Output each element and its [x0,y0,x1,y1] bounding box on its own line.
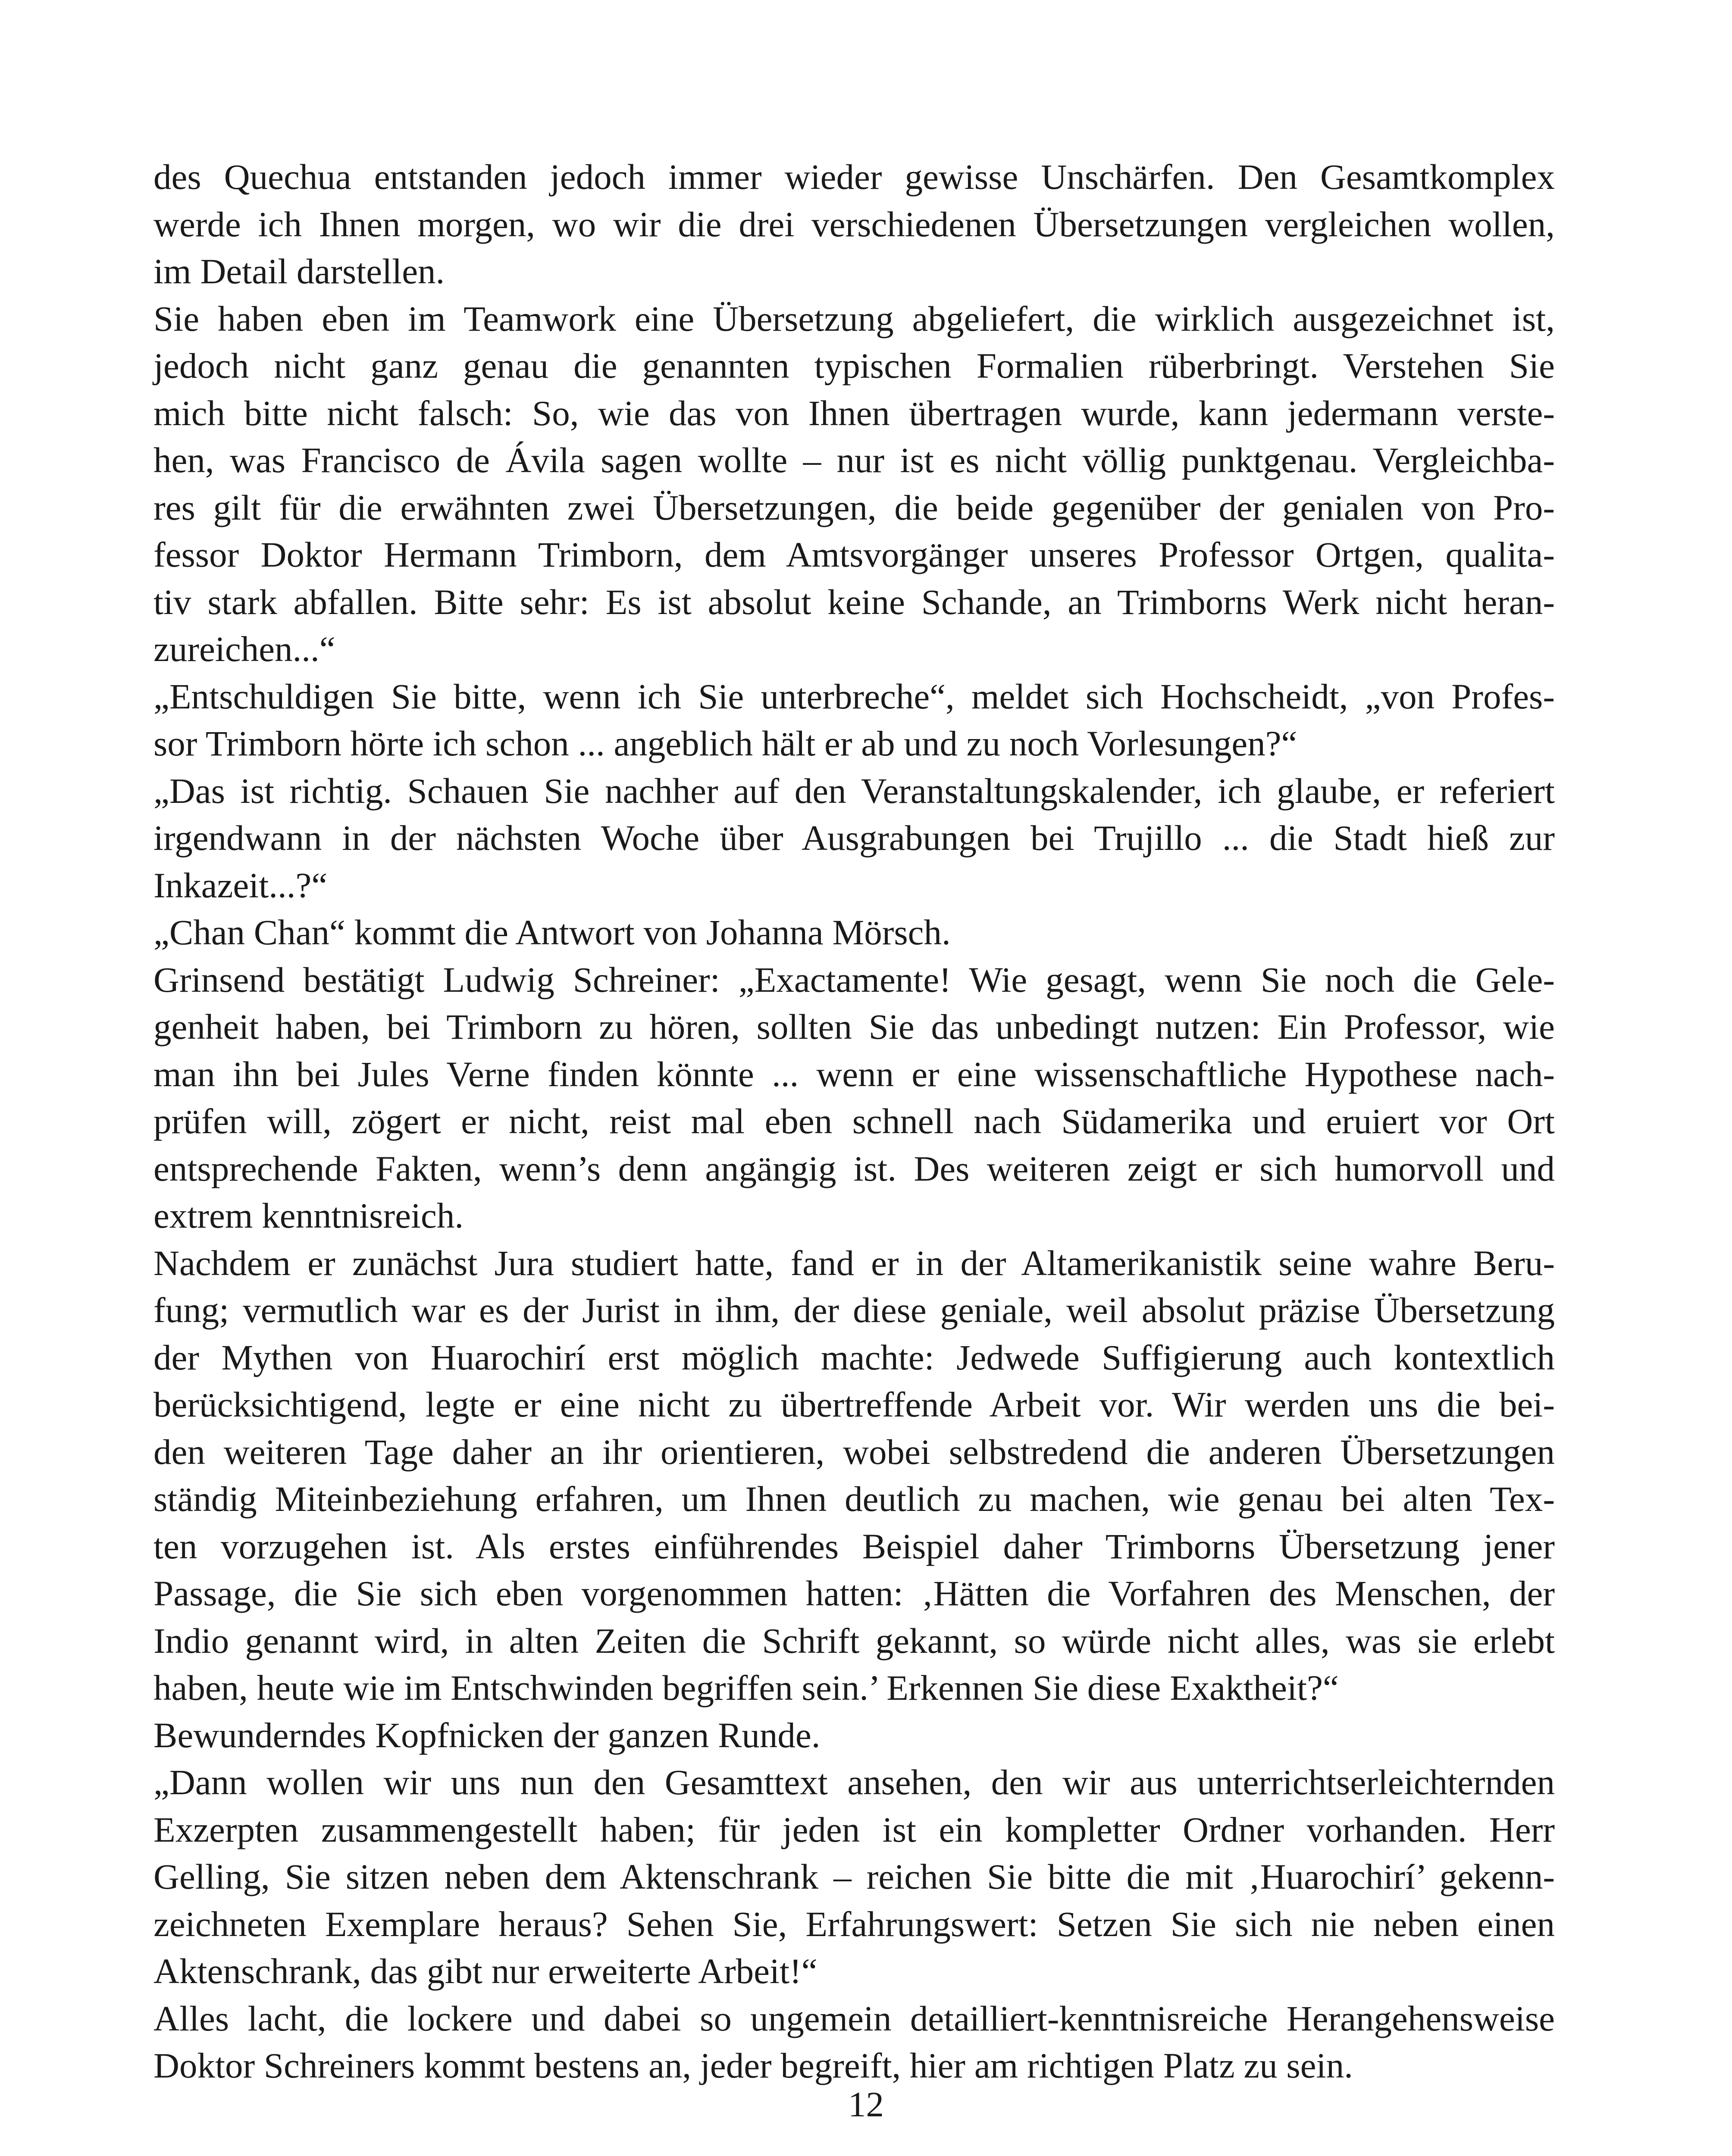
text-line: haben, heute wie im Entschwinden begriffen sein.’ Erkennen Sie diese Exaktheit?“ [153,1668,1339,1708]
text-line: genheit haben, bei Trimborn zu hören, sollten Sie das unbedingt nutzen: Ein Professor, wie [153,1007,1555,1047]
text-line: zureichen...“ [153,629,335,669]
text-line: zeichneten Exemplare heraus? Sehen Sie, Erfahrungswert: Setzen Sie sich nie neben einen [153,1904,1555,1944]
text-line: Grinsend bestätigt Ludwig Schreiner: „Exactamente! Wie gesagt, wenn Sie noch die Gele- [153,959,1555,1000]
text-line: sor Trimborn hörte ich schon ... angeblich hält er ab und zu noch Vorlesungen?“ [153,724,1297,763]
text-line: Passage, die Sie sich eben vorgenommen hatten: ‚Hätten die Vorfahren des Menschen, der [153,1573,1555,1613]
text-line: Aktenschrank, das gibt nur erweiterte Arbeit!“ [153,1951,817,1991]
text-line: Doktor Schreiners kommt bestens an, jeder begreift, hier am richtigen Platz zu sein. [153,2046,1353,2085]
text-line: Nachdem er zunächst Jura studiert hatte, fand er in der Altamerikanistik seine wahre Beru- [153,1243,1555,1283]
text-line: fessor Doktor Hermann Trimborn, dem Amtsvorgänger unseres Professor Ortgen, qualita- [153,535,1555,574]
text-line: prüfen will, zögert er nicht, reist mal eben schnell nach Südamerika und eruiert vor Ort [153,1101,1555,1141]
text-line: „Das ist richtig. Schauen Sie nachher auf den Veranstaltungskalender, ich glaube, er referiert [153,771,1555,811]
text-line: hen, was Francisco de Ávila sagen wollte – nur ist es nicht völlig punktgenau. Vergleichba- [153,440,1555,480]
text-line: res gilt für die erwähnten zwei Übersetzungen, die beide gegenüber der genialen von Pro- [153,487,1555,527]
text-line: „Dann wollen wir uns nun den Gesamttext ansehen, den wir aus unterrichtserleichternden [153,1762,1555,1802]
text-line: werde ich Ihnen morgen, wo wir die drei verschiedenen Übersetzungen vergleichen wollen, [153,204,1555,244]
text-line: entsprechende Fakten, wenn’s denn angängig ist. Des weiteren zeigt er sich humorvoll und [153,1148,1555,1188]
text-line: mich bitte nicht falsch: So, wie das von Ihnen übertragen wurde, kann jedermann verste- [153,393,1555,433]
text-line: Sie haben eben im Teamwork eine Übersetzung abgeliefert, die wirklich ausgezeichnet ist, [153,298,1555,338]
text-line: ständig Miteinbeziehung erfahren, um Ihnen deutlich zu machen, wie genau bei alten Tex- [153,1479,1555,1519]
text-line: Inkazeit...?“ [153,865,328,905]
text-line: des Quechua entstanden jedoch immer wieder gewisse Unschärfen. Den Gesamtkomplex [153,157,1555,197]
text-line: tiv stark abfallen. Bitte sehr: Es ist absolut keine Schande, an Trimborns Werk nicht heran- [153,582,1555,622]
text-line: Bewunderndes Kopfnicken der ganzen Runde. [153,1715,821,1755]
text-line: ten vorzugehen ist. Als erstes einführendes Beispiel daher Trimborns Übersetzung jener [153,1526,1555,1566]
text-line: „Chan Chan“ kommt die Antwort von Johanna Mörsch. [153,912,951,952]
text-line: berücksichtigend, legte er eine nicht zu übertreffende Arbeit vor. Wir werden uns die bei- [153,1385,1555,1424]
text-line: Alles lacht, die lockere und dabei so ungemein detailliert-kenntnisreiche Herangehensweise [153,1998,1555,2038]
text-line: der Mythen von Huarochirí erst möglich machte: Jedwede Suffigierung auch kontextlich [153,1337,1555,1377]
text-line: den weiteren Tage daher an ihr orientieren, wobei selbstredend die anderen Übersetzungen [153,1432,1555,1472]
text-line: irgendwann in der nächsten Woche über Ausgrabungen bei Trujillo ... die Stadt hieß zur [153,818,1555,858]
text-line: Indio genannt wird, in alten Zeiten die Schrift gekannt, so würde nicht alles, was sie erlebt [153,1620,1555,1661]
text-line: Exzerpten zusammengestellt haben; für jeden ist ein kompletter Ordner vorhanden. Herr [153,1809,1555,1849]
text-line: jedoch nicht ganz genau die genannten typischen Formalien rüberbringt. Verstehen Sie [153,346,1555,385]
page-body [153,154,1555,2090]
text-line: „Entschuldigen Sie bitte, wenn ich Sie unterbreche“, meldet sich Hochscheidt, „von Profes- [153,676,1555,716]
text-line: extrem kenntnisreich. [153,1196,464,1235]
text-line: Gelling, Sie sitzen neben dem Aktenschrank – reichen Sie bitte die mit ‚Huarochirí’ gekenn- [153,1857,1555,1896]
text-line: im Detail darstellen. [153,251,445,291]
page-number: 12 [848,2084,884,2124]
text-line: fung; vermutlich war es der Jurist in ihm, der diese geniale, weil absolut präzise Übersetzung [153,1290,1555,1330]
text-line: man ihn bei Jules Verne finden könnte ... wenn er eine wissenschaftliche Hypothese nach- [153,1054,1555,1094]
